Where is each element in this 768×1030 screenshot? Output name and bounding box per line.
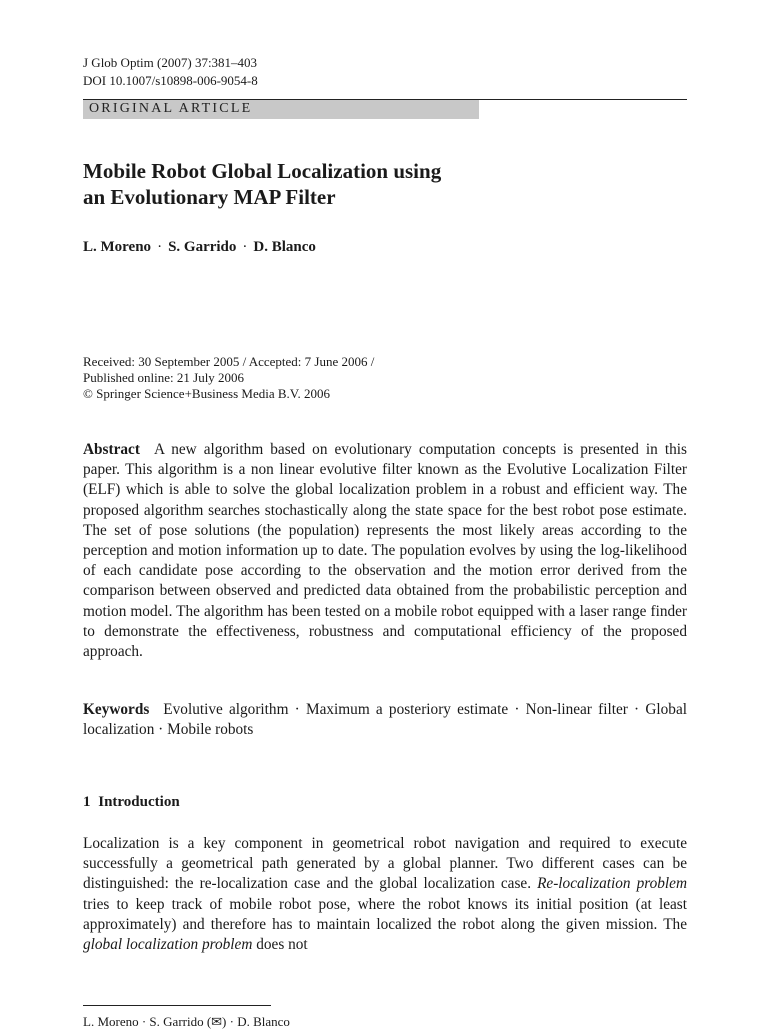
received-accepted-line: Received: 30 September 2005 / Accepted: 7 June 2006 / <box>83 354 375 369</box>
keywords-text: Evolutive algorithm · Maximum a posteriory estimate · Non-linear filter · Global localization · Mobile robots <box>83 701 687 739</box>
author-separator: · <box>242 239 248 255</box>
author-name: D. Blanco <box>253 239 316 255</box>
intro-text: does not <box>252 936 308 954</box>
paper-title-line-2: an Evolutionary MAP Filter <box>83 185 336 209</box>
footnote-authors: L. Moreno · S. Garrido (✉) · D. Blanco <box>83 1014 290 1029</box>
doi-link[interactable]: DOI 10.1007/s10898-006-9054-8 <box>83 73 258 88</box>
section-title: Introduction <box>98 794 180 810</box>
keywords <box>83 700 687 740</box>
intro-emphasis: Re-localization problem <box>537 875 687 893</box>
abstract-text: A new algorithm based on evolutionary computation concepts is presented in this paper. This algorithm is a non linear evolutive filter known as the Evolutive Localization Filter (ELF) which is able to solve the global localization problem in a robust and efficient way. The proposed algorithm searches stochastically along the state space for the best robot pose estimate. The set of pose solutions (the population) represents the most likely areas according to the perception and motion information up to date. The population evolves by using the log-likelihood of each candidate pose according to the observation and the motion error derived from the comparison between observed and predicted data obtained from the probabilistic perception and motion model. The algorithm has been tested on a mobile robot equipped with a laser range finder to demonstrate the effectiveness, robustness and computational efficiency of the proposed approach. <box>83 441 687 661</box>
paper-title-line-1: Mobile Robot Global Localization using <box>83 159 442 183</box>
introduction-paragraph <box>83 834 687 955</box>
author-list <box>83 239 316 256</box>
abstract <box>83 440 687 662</box>
journal-info <box>83 54 258 90</box>
article-type-band <box>83 100 479 119</box>
intro-emphasis: global localization problem <box>83 936 253 954</box>
section-heading <box>83 794 180 811</box>
author-name: L. Moreno <box>83 239 152 255</box>
author-separator: · <box>157 239 163 255</box>
paper-title <box>83 158 643 210</box>
publication-dates <box>83 354 374 402</box>
copyright-line: © Springer Science+Business Media B.V. 2006 <box>83 386 330 401</box>
author-name: S. Garrido <box>168 239 237 255</box>
intro-text: Localization is a key component in geometrical robot navigation and required to execute successfully a geometrical path generated by a global planner. Two different cases can be distinguished: the re-localization case and the global localization case. <box>83 835 687 893</box>
article-type-label: ORIGINAL ARTICLE <box>89 101 253 116</box>
section-number: 1 <box>83 794 91 810</box>
published-online-line: Published online: 21 July 2006 <box>83 370 245 385</box>
keywords-label: Keywords <box>83 701 150 718</box>
intro-text: tries to keep track of mobile robot pose, where the robot knows its initial position (at least approximately) and therefore has to maintain localized the robot along the given mission. The <box>83 895 687 933</box>
journal-citation: J Glob Optim (2007) 37:381–403 <box>83 55 258 70</box>
footnote-rule <box>83 1005 271 1006</box>
abstract-label: Abstract <box>83 441 140 458</box>
